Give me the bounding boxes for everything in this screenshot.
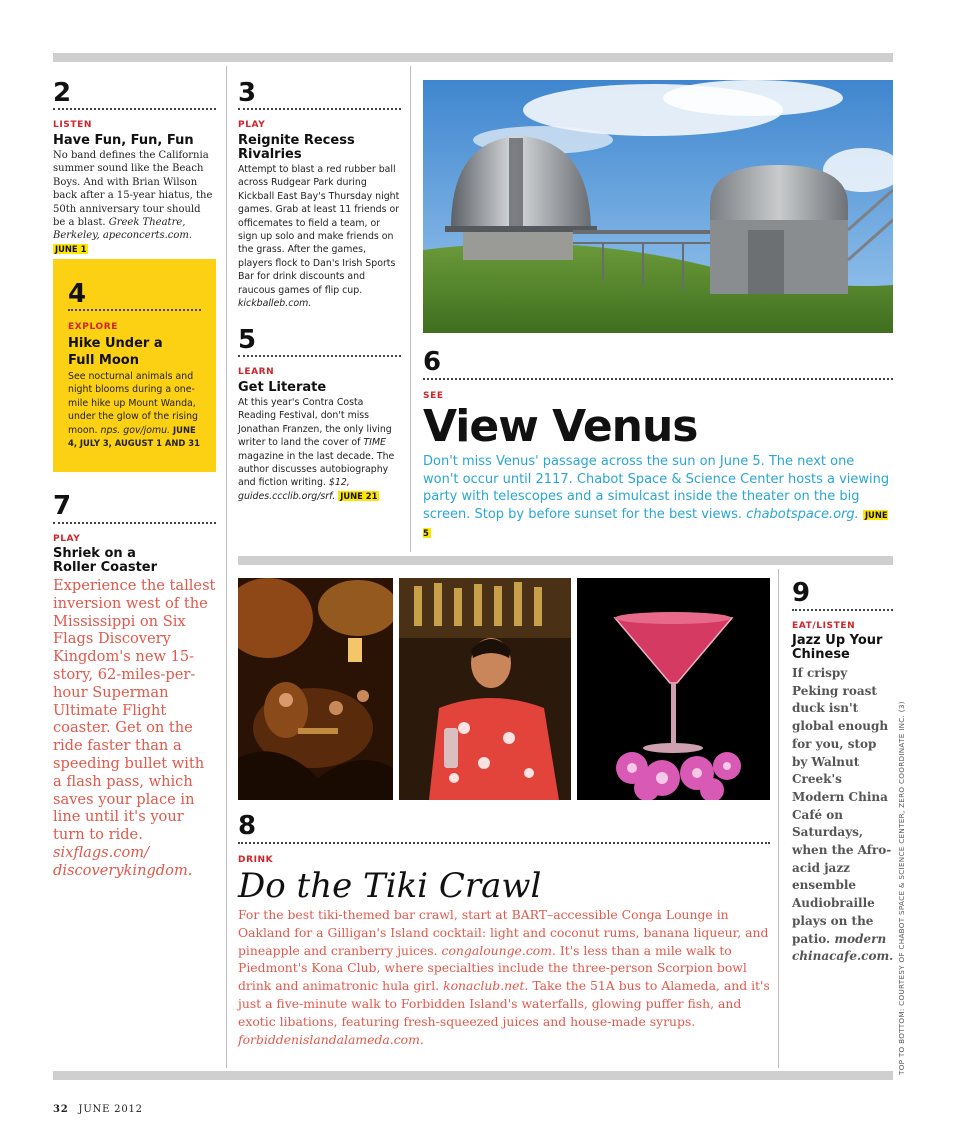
item-body	[53, 577, 216, 880]
item-9	[792, 580, 893, 966]
item-body	[238, 906, 770, 1048]
cocktail-photo	[577, 578, 770, 800]
column-divider-2	[410, 66, 411, 552]
url-link[interactable]: chabotspace.org.	[746, 506, 859, 522]
item-number: 8	[238, 811, 257, 841]
tiki-interior-illustration	[238, 578, 393, 800]
tiki-bar-interior-photo	[238, 578, 393, 800]
dotted-rule	[238, 842, 770, 844]
issue-date: JUNE 2012	[78, 1104, 143, 1115]
headline	[238, 134, 401, 162]
item-body	[53, 149, 216, 256]
body-text-b: magazine in the last decade. The author discusses autobiography and fiction writing.	[238, 450, 395, 489]
body-text-b: It's less than a mile walk to Piedmont's Kona Club, where specialties include the three-person Scorpion bowl drink and animatronic hula girl.	[238, 942, 747, 994]
dates-text: JUNE 4, JULY 3, AUGUST 1 AND 31	[68, 424, 200, 449]
item-8	[238, 813, 770, 1048]
headline-line-1: Shriek on a	[53, 546, 136, 561]
item-6	[423, 349, 893, 543]
item-body	[423, 453, 893, 543]
page-number: 32	[53, 1104, 69, 1115]
item-7	[53, 493, 216, 880]
photo-credit: TOP TO BOTTOM: COURTESY OF CHABOT SPACE & SCIENCE CENTER, ZERO COORDINATE INC. (3)	[897, 701, 906, 1075]
item-4-box	[53, 259, 216, 472]
folio	[53, 1104, 143, 1115]
cocktail-illustration	[577, 578, 770, 800]
url-link[interactable]: modern chinacafe.com.	[792, 931, 894, 964]
body-text-a: For the best tiki-themed bar crawl, start at BART–accessible Conga Lounge in Oakland for a Gilligan's Island cocktail: light and coconut rums, banana liqueur, and pineapple and cranberry juices.	[238, 907, 769, 958]
body-text: Attempt to blast a red rubber ball across Rudgear Park during Kickball East Bay's Thursday night games. Grab at least 11 friends or officemates to field a team, or sign up solo and make friends on the grass. After the games, players flock to Dan's Irish Sports Bar for drink discounts and raucous games of flip cup.	[238, 164, 400, 296]
item-number: 9	[792, 578, 811, 608]
dotted-rule	[238, 108, 401, 110]
headline	[792, 634, 893, 662]
url-link[interactable]: nps. gov/jomu.	[100, 424, 171, 436]
headline-line-1: Hike Under a	[68, 336, 163, 351]
item-number: 4	[68, 279, 87, 309]
item-body	[68, 370, 201, 450]
observatory-photo	[423, 80, 893, 333]
top-rule	[53, 53, 893, 62]
bartender-photo	[399, 578, 571, 800]
dotted-rule	[53, 108, 216, 110]
item-4	[68, 281, 201, 450]
url-link[interactable]: sixflags.com/ discoverykingdom.	[53, 843, 193, 879]
category-label: EAT/LISTEN	[792, 621, 856, 631]
headline-line-2: Chinese	[792, 647, 850, 662]
category-label: LEARN	[238, 367, 275, 377]
url-link-c[interactable]: forbiddenislandalameda.com.	[238, 1031, 424, 1047]
item-2	[53, 80, 216, 256]
headline: Get Literate	[238, 380, 327, 395]
body-text: If crispy Peking roast duck isn't global enough for you, stop by Walnut Creek's Modern China Café on Saturdays, when the Afro-acid jazz ensemble Audiobraille plays on the patio.	[792, 666, 892, 946]
headline: View Venus	[423, 401, 698, 452]
url-link[interactable]: kickballeb.com.	[238, 298, 312, 310]
date-highlight: JUNE 21	[340, 490, 378, 501]
bottom-rule	[53, 1071, 893, 1080]
headline-line-2: Roller Coaster	[53, 560, 158, 575]
body-text: See nocturnal animals and night blooms during a one-mile hike up Mount Wanda, under the glow of the rising moon.	[68, 371, 198, 436]
headline: Do the Tiki Crawl	[238, 866, 542, 906]
url-link[interactable]: $12, guides.ccclib.org/srf.	[238, 477, 350, 502]
item-body	[238, 396, 401, 503]
dotted-rule	[53, 522, 216, 524]
observatory-illustration	[423, 80, 893, 333]
url-link[interactable]: apeconcerts.com.	[102, 230, 193, 242]
body-text: Experience the tallest inversion west of the Mississippi on Six Flags Discovery Kingdom's new 15-story, 62-miles-per-hour Superman Ultimate Flight coaster. Get on the ride faster than a speeding bullet with a flash pass, which saves your place in line until it's your turn to ride.	[53, 577, 216, 844]
category-label: DRINK	[238, 855, 274, 865]
item-number: 7	[53, 491, 72, 521]
category-label: PLAY	[238, 120, 266, 130]
item-number: 2	[53, 78, 72, 108]
item-body	[792, 665, 893, 966]
item-5	[238, 327, 401, 503]
headline	[68, 335, 201, 369]
headline-line-2: Full Moon	[68, 353, 139, 368]
dotted-rule	[792, 609, 893, 611]
category-label: EXPLORE	[68, 322, 119, 332]
body-text-c: Take the 51A bus to Alameda, and it's just a five-minute walk to Forbidden Island's waterfalls, glowing puffer fish, and exotic libations, featuring fresh-squeezed juices and house-made syrups.	[238, 978, 770, 1029]
body-text: Don't miss Venus' passage across the sun on June 5. The next one won't occur until 2117. Chabot Space & Science Center hosts a viewing party with telescopes and a simulcast inside the theater on the big screen. Stop by before sunset for the best views.	[423, 454, 890, 522]
category-label: PLAY	[53, 534, 81, 544]
date-highlight: JUNE 5	[423, 509, 888, 539]
headline: Have Fun, Fun, Fun	[53, 133, 194, 148]
item-number: 3	[238, 78, 257, 108]
column-divider-3	[778, 569, 779, 1068]
item-body	[238, 163, 401, 310]
body-text: No band defines the California summer sound like the Beach Boys. And with Brian Wilson back after a 15-year hiatus, the 50th anniversary tour should be a blast.	[53, 150, 213, 229]
url-link-a[interactable]: congalounge.com.	[441, 942, 556, 958]
dotted-rule	[238, 355, 401, 357]
venue-text: Greek Theatre, Berkeley,	[53, 217, 186, 242]
middle-rule	[238, 556, 893, 565]
headline-line-1: Reignite Recess	[238, 133, 355, 148]
headline-line-2: Rivalries	[238, 147, 302, 162]
dotted-rule	[423, 378, 893, 380]
bartender-illustration	[399, 578, 571, 800]
headline	[53, 547, 216, 575]
url-link-b[interactable]: konaclub.net.	[443, 978, 529, 994]
category-label: LISTEN	[53, 120, 92, 130]
headline-line-1: Jazz Up Your	[792, 633, 883, 648]
dotted-rule	[68, 309, 201, 311]
magazine-name: TIME	[363, 437, 386, 449]
item-number: 5	[238, 325, 257, 355]
category-label: SEE	[423, 391, 444, 401]
column-divider-1	[226, 66, 227, 1068]
body-text-a: At this year's Contra Costa Reading Festival, don't miss Jonathan Franzen, the only living writer to land the cover of	[238, 397, 392, 449]
item-number: 6	[423, 347, 442, 377]
item-3	[238, 80, 401, 310]
date-highlight: JUNE 1	[55, 243, 87, 254]
